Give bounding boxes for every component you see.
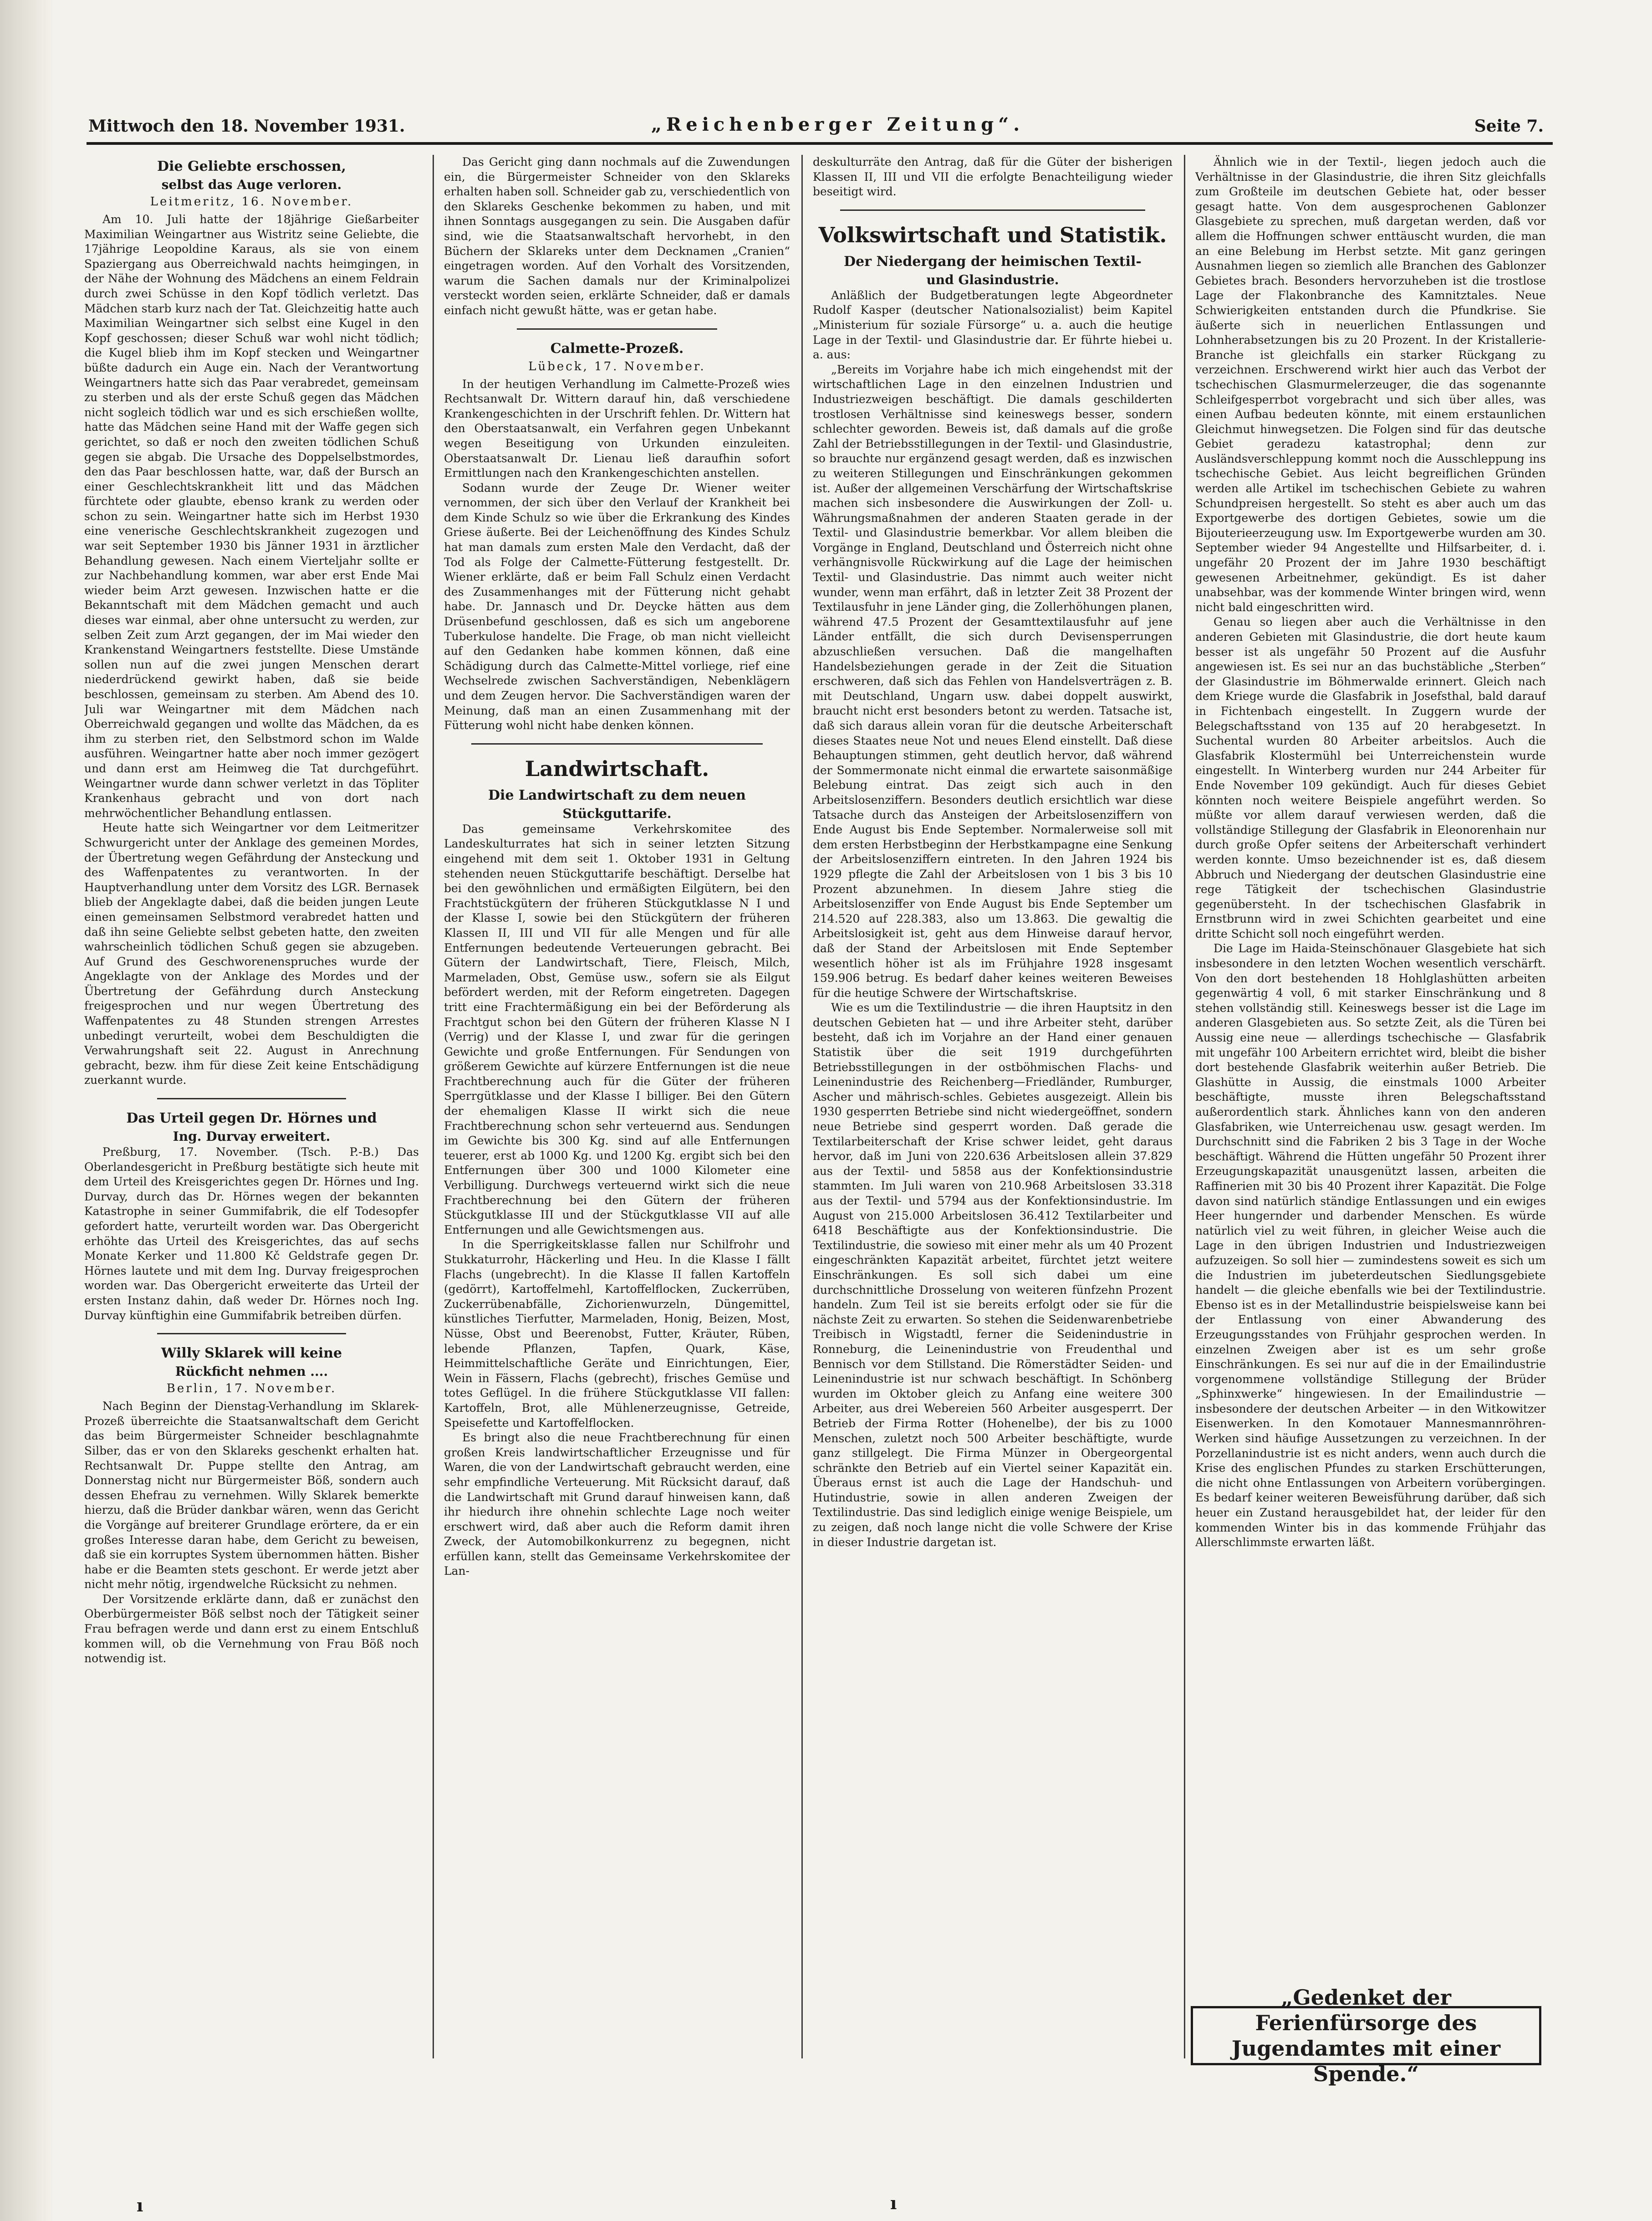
article-paragraph: Nach Beginn der Dienstag-Verhandlung im Sklarek-Prozeß überreichte die Staatsanwaltschaft dem Gericht das beim Bürgermeister Schneider beschlagnahmte Silber, das er von den Sklareks geschenkt erhalten hat. Rechtsanwalt Dr. Puppe stellte den Antrag, am Donnerstag nicht nur Bürgermeister Böß, sondern auch dessen Ehefrau zu vernehmen. Willy Sklarek bemerkte hierzu, daß die Brüder dankbar wären, wenn das Gericht die Vorgänge auf breiterer Grundlage erörtere, da er ein großes Interesse daran habe, dem Gericht zu beweisen, daß sie ein korruptes System übernommen hätten. Bisher habe er die Beamten stets geschont. Er werde jetzt aber nicht mehr nötig, irgendwelche Rücksicht zu nehmen. <box>84 1399 419 1591</box>
article-paragraph: „Bereits im Vorjahre habe ich mich eingehendst mit der wirtschaftlichen Lage in den einzelnen Industrien und Industriezweigen beschäftigt. Die damals geschilderten trostlosen Verhältnisse sind keineswegs besser, sondern schlechter geworden. Beweis ist, daß damals auf die große Zahl der Betriebsstillegungen in der Textil- und Glasindustrie, so brauchte nur ergänzend gesagt werden, daß es inzwischen zu weiteren Stillegungen und Einschränkungen gekommen ist. Außer der allgemeinen Verschärfung der Wirtschaftskrise machen sich insbesondere die Auswirkungen der Zoll- u. Währungsmaßnahmen der anderen Staaten gerade in der Textil- und Glasindustrie bemerkbar. Vor allem bleiben die Vorgänge in England, Deutschland und Österreich nicht ohne verhängnisvolle Rückwirkung auf die Lage der heimischen Textil- und Glasindustrie. Das nimmt auch weiter nicht wunder, wenn man erfährt, daß in letzter Zeit 38 Prozent der Textilausfuhr in jene Länder ging, die Zollerhöhungen planen, während 47.5 Prozent der Gesamttextilausfuhr auf jene Länder entfällt, die sich durch Devisensperrungen abzuschließen versuchen. Daß die mangelhaften Handelsbeziehungen gerade in der Zeit die Situation erschweren, daß sich das Fehlen von Handelsverträgen z. B. mit Deutschland, Ungarn usw. dabei doppelt auswirkt, braucht nicht erst besonders betont zu werden. Tatsache ist, daß sich daraus allein voran für die deutsche Arbeiterschaft dieses Staates neue Not und neues Elend einstellt. Daß diese Behauptungen stimmen, geht deutlich hervor, daß während der Sommermonate nicht einmal die erwartete saisonmäßige Belebung eintrat. Das zeigt sich auch in den Arbeitslosenziffern. Besonders deutlich ersichtlich war diese Tatsache durch das Ansteigen der Arbeitslosenziffern von Ende August bis Ende September. Normalerweise soll mit dem ersten Herbstbeginn der Herbstkampagne eine Senkung der Arbeitslosenziffern eintreten. In den Jahren 1924 bis 1929 pflegte die Zahl der Arbeitslosen von 1 bis 3 bis 10 Prozent abzunehmen. In diesem Jahre stieg die Arbeitslosenziffer von Ende August bis Ende September um 214.520 auf 228.383, also um 13.863. Die gewaltig die Arbeitslosigkeit ist, geht aus dem Hinweise darauf hervor, daß der Stand der Arbeitslosen mit Ende September wesentlich höher ist als im Frühjahre 1928 insgesamt 159.906 betrug. Es bedarf daher keines weiteren Beweises für die heutige Schwere der Wirtschaftskrise. <box>813 363 1173 1000</box>
column-1 <box>84 155 419 1666</box>
article-subheadline: selbst das Auge verloren. <box>161 177 342 192</box>
newspaper-title: „Reichenberger Zeitung“. <box>651 114 1025 135</box>
scan-edge <box>0 0 55 2221</box>
printer-mark: ı <box>890 2193 897 2213</box>
column-rule <box>433 155 434 2058</box>
column-3 <box>813 155 1173 1550</box>
article-paragraph: Das Gericht ging dann nochmals auf die Zuwendungen ein, die Bürgermeister Schneider von den Sklareks erhalten haben soll. Schneider gab zu, verschiedentlich von den Sklareks Geschenke bekommen zu haben, und mit ihnen Sonntags ausgegangen zu sein. Die Ausgaben dafür sind, wie die Staatsanwaltschaft hervorhebt, in den Büchern der Sklareks unter dem Decknamen „Cranien“ eingetragen worden. Auf den Vorhalt des Vorsitzenden, warum die Sachen damals nur der Kriminalpolizei versteckt worden seien, erklärte Schneider, daß er damals einfach nicht gewußt hätte, was er getan habe. <box>444 155 790 317</box>
page-number: Seite 7. <box>1474 117 1544 136</box>
article-subheadline: Stückguttarife. <box>562 806 672 821</box>
article-paragraph: In die Sperrigkeitsklasse fallen nur Schilfrohr und Stukkaturrohr, Häckerling und Heu. In die Klasse I fällt Flachs (ungebrecht). In die Klasse II fallen Kartoffeln (gedörrt), Kartoffelmehl, Kartoffelflocken, Zuckerrüben, Zuckerrübenabfälle, Zichorienwurzeln, Düngemittel, künstliches Tierfutter, Marmeladen, Honig, Beizen, Most, Nüsse, Obst und Beerenobst, Futter, Kräuter, Rüben, lebende Pflanzen, Tapfen, Quark, Käse, Heimmittelschaftliche Geräte und Einrichtungen, Eier, Wein in Fässern, Flachs (gebrecht), frisches Gemüse und totes Geflügel. In die frühere Stückgutklasse VII fallen: Kartoffeln, Brot, alle Mühlenerzeugnisse, Getreide, Speisefette und Kartoffelflocken. <box>444 1238 790 1430</box>
issue-date: Mittwoch den 18. November 1931. <box>88 117 405 136</box>
article-paragraph: Der Vorsitzende erklärte dann, daß er zunächst den Oberbürgermeister Böß selbst noch der Tätigkeit seiner Frau befragen werde und dann erst zu einem Entschluß kommen will, ob die Vernehmung von Frau Böß noch notwendig ist. <box>84 1592 419 1665</box>
article-subheadline: Rückficht nehmen .... <box>175 1364 328 1379</box>
article-dateline: Lübeck, 17. November. <box>528 359 706 373</box>
column-2 <box>444 155 790 1579</box>
article-headline: Die Geliebte erschossen, <box>157 158 346 174</box>
article-paragraph: Genau so liegen aber auch die Verhältnisse in den anderen Gebieten mit Glasindustrie, die dort heute kaum besser ist als ungefähr 50 Prozent auf die Ausfuhr angewiesen ist. Es sei nur an das buchstäbliche „Sterben“ der Glasindustrie im Böhmerwalde erinnert. Gleich nach dem Kriege wurde die Glasfabrik in Josefsthal, bald darauf in Fichtenbach eingestellt. In Zuggern wurde der Belegschaftsstand von 135 auf 20 herabgesetzt. In Suchental wurden 80 Arbeiter arbeitslos. Auch die Glasfabrik Klostermühl bei Unterreichenstein wurde eingestellt. In Winterberg wurden nur 244 Arbeiter für Ende November 109 gekündigt. Auch für dieses Gebiet könnten noch weitere Beispiele angeführt werden. So müßte vor allem darauf verwiesen werden, daß die vollständige Stillegung der Glasfabrik in Eleonorenhain nur durch große Opfer seitens der Arbeiterschaft verhindert werden konnte. Umso bezeichnender ist es, daß diesem Abbruch und Niedergang der deutschen Glasindustrie eine rege Tätigkeit der tschechischen Glasindustrie gegenübersteht. In der tschechischen Glasfabrik in Ernstbrunn wird in zwei Schichten gearbeitet und eine dritte Schicht soll noch eingeführt werden. <box>1195 615 1546 940</box>
article-headline: Der Niedergang der heimischen Textil- <box>844 253 1142 270</box>
article-paragraph: Wie es um die Textilindustrie — die ihren Hauptsitz in den deutschen Gebieten hat — und ihre Arbeiter steht, darüber besteht, daß ich im Vorjahre an der Hand einer genauen Statistik über die seit 1919 durchgeführten Betriebsstillegungen in der ostböhmischen Flachs- und Leinenindustrie des Reichenberg—Friedländer, Rumburger, Ascher und mährisch-schles. Gebietes ausgezeigt. Allein bis 1930 gesperrten Betriebe sind nicht wiedergeöffnet, sondern neue Betriebe sind gesperrt worden. Daß gerade die Textilarbeiterschaft der Krise schwer leidet, geht daraus hervor, daß im Juni von 220.636 Arbeitslosen allein 37.829 aus der Textil- und 5858 aus der Konfektionsindustrie stammten. Im Juli waren von 210.968 Arbeitslosen 33.318 aus der Textil- und 5794 aus der Konfektionsindustrie. Im August von 215.000 Arbeitslosen 36.412 Textilarbeiter und 6418 Beschäftigte aus der Konfektionsindustrie. Die Textilindustrie, die sowieso mit einer mehr als um 40 Prozent eingeschränkten Kapazität arbeitet, fürchtet jetzt weitere Einschränkungen. Es soll sich dabei um eine durchschnittliche Drosselung von weiteren fünfzehn Prozent handeln. Zum Teil ist sie bereits erfolgt oder sie für die nächste Zeit zu erwarten. So stehen die Seidenwarenbetriebe Treibisch in Wigstadtl, ferner die Seidenindustrie in Ronneburg, die Leinenindustrie von Freudenthal und Bennisch vor dem Stillstand. Die Römerstädter Seiden- und Leinenindustrie ist nur schwach beschäftigt. In Schönberg wurden im Oktober gleich zu Anfang eine weitere 300 Arbeiter, aus drei Webereien 560 Arbeiter ausgesperrt. Der Betrieb der Firma Rotter (Hohenelbe), der bis zu 1000 Menschen, zuletzt noch 500 Arbeiter beschäftigte, wurde ganz stillgelegt. Die Firma Münzer in Obergeorgental schränkte den Betrieb auf ein Viertel seiner Kapazität ein. Überaus ernst ist auch die Lage der Handschuh- und Hutindustrie, sowie in allen anderen Zweigen der Textilindustrie. Das sind lediglich einige wenige Beispiele, um zu zeigen, daß noch lange nicht die volle Schwere der Krise in dieser Industrie dargetan ist. <box>813 1001 1173 1549</box>
masthead <box>82 114 1553 141</box>
article-paragraph: Es bringt also die neue Frachtberechnung für einen großen Kreis landwirtschaftlicher Erzeugnisse und für Waren, die von der Landwirtschaft gebraucht werden, eine sehr empfindliche Verteuerung. Mit Rücksicht darauf, daß die Landwirtschaft mit Grund darauf hinweisen kann, daß ihr hiedurch ihre ohnehin schlechte Lage noch weiter erschwert wird, daß aber auch die Reform damit ihren Zweck, der Automobilkonkurrenz zu begegnen, nicht erfüllen kann, stellt das Gemeinsame Verkehrskomitee der Lan- <box>444 1431 790 1578</box>
article-paragraph: Heute hatte sich Weingartner vor dem Leitmeritzer Schwurgericht unter der Anklage des gemeinen Mordes, der Übertretung wegen Gefährdung der Ansteckung und des Waffenpatentes zu verantworten. In der Hauptverhandlung unter dem Vorsitz des LGR. Bernasek blieb der Angeklagte dabei, daß die beiden jungen Leute einen gemeinsamen Selbstmord verabredet hatten und daß ihn seine Geliebte selbst gebeten hatte, den zweiten wahrscheinlich tödlichen Schuß gegen sie abzugeben. Auf Grund des Geschworenenspruches wurde der Angeklagte von der Anklage des Mordes und der Übertretung der Gefährdung durch Ansteckung freigesprochen und nur wegen Übertretung des Waffenpatentes zu 48 Stunden strengen Arrestes unbedingt verurteilt, wobei dem Beschuldigten die Verwahrungshaft seit 22. August in Anrechnung gebracht, bezw. ihm für diese Zeit keine Entschädigung zuerkannt wurde. <box>84 821 419 1087</box>
masthead-rule <box>87 142 1553 145</box>
column-rule <box>1184 155 1185 2058</box>
article-divider <box>157 1098 346 1099</box>
article-dateline: Leitmeritz, 16. November. <box>150 195 353 209</box>
donation-appeal-box <box>1191 1985 1541 2086</box>
article-paragraph: Das gemeinsame Verkehrskomitee des Landeskulturrates hat sich in seiner letzten Sitzung eingehend mit dem seit 1. Oktober 1931 in Geltung stehenden neuen Stückguttarife beschäftigt. Derselbe hat bei den gewöhnlichen und ermäßigten Eilgütern, bei den Frachtstückgütern der früheren Stückgutklasse N I und der Klasse I, sowie bei den Stückgütern der früheren Klassen II, III und VII für alle Mengen und für alle Entfernungen bedeutende Verteuerungen gebracht. Bei Gütern der Landwirtschaft, Tiere, Fleisch, Milch, Marmeladen, Obst, Gemüse usw., sofern sie als Eilgut befördert werden, mit der Reform eingetreten. Dagegen tritt eine Frachtermäßigung ein bei der Beförderung als Frachtgut schon bei den Gütern der früheren Klasse N I (Verrig) und der Klasse I, und zwar für die geringen Gewichte und große Entfernungen. Für Sendungen von größerem Gewichte auf kürzere Entfernungen ist die neue Frachtberechnung auch für die Güter der früheren Sperrgütklasse und der Klasse I billiger. Bei den Gütern der ehemaligen Klasse II wirkt sich die neue Frachtberechnung schon sehr verteuernd aus. Sendungen im Gewichte bis 300 Kg. sind auf alle Entfernungen teuerer, erst ab 1000 Kg. und 1200 Kg. ergibt sich bei den Entfernungen über 300 und 1000 Kilometer eine Verbilligung. Durchwegs verteuernd wirkt sich die neue Frachtberechnung bei den Gütern der früheren Stückgutklasse III und der Stückgutklasse VII auf alle Entfernungen und alle Gewichtsmengen aus. <box>444 822 790 1236</box>
article-paragraph: Sodann wurde der Zeuge Dr. Wiener weiter vernommen, der sich über den Verlauf der Krankheit bei dem Kinde Schulz so wie über die Erkrankung des Kindes Griese äußerte. Bei der Leichenöffnung des Kindes Schulz hat man damals zum ersten Male den Verdacht, daß der Tod als Folge der Calmette-Fütterung festgestellt. Dr. Wiener erklärte, daß er beim Fall Schulz einen Verdacht des Zusammenhanges mit der Fütterung nicht gehabt habe. Dr. Jannasch und Dr. Deycke hätten aus dem Drüsenbefund geschlossen, daß es sich um angeborene Tuberkulose handelte. Die Frage, ob man nicht vielleicht auf den Gedanken habe kommen können, daß eine Schädigung durch das Calmette-Mittel vorliege, rief eine Wechselrede zwischen Sachverständigen, Nebenklägern und dem Zeugen hervor. Die Sachverständigen waren der Meinung, daß man an einen Zusammenhang mit der Fütterung wohl nicht habe denken können. <box>444 481 790 732</box>
article-paragraph: Anläßlich der Budgetberatungen legte Abgeordneter Rudolf Kasper (deutscher Nationalsozialist) beim Kapitel „Ministerium für soziale Fürsorge“ u. a. auch die heutige Lage in der Textil- und Glasindustrie dar. Er führte hiebei u. a. aus: <box>813 288 1173 362</box>
article-headline: Das Urteil gegen Dr. Hörnes und <box>126 1110 377 1127</box>
printer-mark: ı <box>137 2195 143 2216</box>
article-subheadline: und Glasindustrie. <box>926 272 1059 287</box>
appeal-line: Jugendamtes mit einer Spende.“ <box>1231 2036 1501 2086</box>
section-title: Landwirtschaft. <box>525 756 709 781</box>
article-paragraph: deskulturräte den Antrag, daß für die Güter der bisherigen Klassen II, III und VII die erfolgte Benachteiligung wieder beseitigt wird. <box>813 155 1173 199</box>
article-paragraph: Preßburg, 17. November. (Tsch. P.-B.) Das Oberlandesgericht in Preßburg bestätigte sich heute mit dem Urteil des Kreisgerichtes gegen Dr. Hörnes und Ing. Durvay, durch das Dr. Hörnes wegen der bekannten Katastrophe in seiner Gummifabrik, die elf Todesopfer gefordert hatte, verurteilt worden war. Das Obergericht erhöhte das Urteil des Kreisgerichtes, das auf sechs Monate Kerker und 11.800 Kč Geldstrafe gegen Dr. Hörnes lautete und mit dem Ing. Durvay freigesprochen worden war. Das Obergericht erweiterte das Urteil der ersten Instanz dahin, daß weder Dr. Hörnes noch Ing. Durvay künftighin eine Gummifabrik betreiben dürfen. <box>84 1145 419 1322</box>
section-divider <box>840 209 1145 211</box>
article-divider <box>157 1333 346 1334</box>
column-rule <box>801 155 803 2058</box>
article-subheadline: Ing. Durvay erweitert. <box>173 1129 331 1144</box>
column-4 <box>1195 155 1546 1990</box>
article-headline: Calmette-Prozeß. <box>550 340 684 357</box>
article-paragraph: In der heutigen Verhandlung im Calmette-Prozeß wies Rechtsanwalt Dr. Wittern darauf hin, daß verschiedene Krankengeschichten in der Urschrift fehlen. Dr. Wittern hat den Oberstaatsanwalt, ein Verfahren gegen Unbekannt wegen Beseitigung von Urkunden einzuleiten. Oberstaatsanwalt Dr. Lienau ließ daraufhin sofort Ermittlungen nach den Krankengeschichten anstellen. <box>444 377 790 480</box>
article-headline: Willy Sklarek will keine <box>161 1345 342 1362</box>
article-paragraph: Die Lage im Haida-Steinschönauer Glasgebiete hat sich insbesondere in den letzten Wochen wesentlich verschärft. Von den dort bestehenden 18 Hohlglashütten arbeiten gegenwärtig 4 voll, 6 mit starker Einschränkung und 8 stehen vollständig still. Keineswegs besser ist die Lage im anderen Glasgebieten aus. So setzte Zeit, als die Türen bei Aussig eine neue — allerdings tschechische — Glasfabrik mit ungefähr 100 Arbeitern errichtet wird, bleibt die bisher dort bestehende Glasfabrik weiterhin außer Betrieb. Die Glashütte in Aussig, die einstmals 1000 Arbeiter beschäftigte, musste ihren Belegschaftsstand außerordentlich stark. Ähnliches kann von den anderen Glasfabriken, wie Unterreichenau usw. gesagt werden. Im Durchschnitt sind die Fabriken 2 bis 3 Tage in der Woche beschäftigt. Während die Hütten ungefähr 50 Prozent ihrer Erzeugungskapazität unausgenützt lassen, arbeiten die Raffinerien mit 30 bis 40 Prozent ihrer Kapazität. Die Folge davon sind natürlich ständige Entlassungen und ein ewiges Heer hungernder und darbender Menschen. Es würde natürlich viel zu weit führen, in gleicher Weise auch die Lage in den übrigen Industrien und Industriezweigen aufzuzeigen. So soll hier — zumindestens soweit es sich um die Industrien im jubeterdeutschen Siedlungsgebiete handelt — die gleiche ebenfalls wie bei der Textilindustrie. Ebenso ist es in der Metallindustrie beispielsweise kann bei der Entlassung von einer Abwanderung des Erzeugungsstandes von Frühjahr gesprochen werden. In einzelnen Zweigen aber ist es um sehr große Einschränkungen. Es sei nur auf die in der Emailindustrie vorgenommene vollständige Stillegung der Brüder „Sphinxwerke“ hingewiesen. In der Emailindustrie — insbesondere der deutschen Arbeiter — in den Witkowitzer Eisenwerken. In den Komotauer Mannesmannröhren-Werken sind häufige Aussetzungen zu verzeichnen. In der Porzellanindustrie ist es nicht anders, wenn auch durch die Krise des englischen Pfundes zu starken Erschütterungen, die nicht ohne Entlassungen von Arbeitern vorübergingen. Es bedarf keiner weiteren Beweisführung darüber, daß sich heuer ein Zustand herausgebildet hat, der leider für den kommenden Winter bis in das kommende Frühjahr das Allerschlimmste erwarten läßt. <box>1195 942 1546 1549</box>
appeal-line: „Gedenket der Ferienfürsorge des <box>1255 1985 1477 2035</box>
article-headline: Die Landwirtschaft zu dem neuen <box>488 787 746 803</box>
article-paragraph: Ähnlich wie in der Textil-, liegen jedoch auch die Verhältnisse in der Glasindustrie, die ihren Sitz gleichfalls zum Großteile im deutschen Gebiete hat, oder besser gesagt hatte. Von dem ausgesprochenen Gablonzer Glasgebiete zu sprechen, muß dargetan werden, daß vor allem die Hoffnungen schwer enttäuscht wurden, die man an eine Belebung im Herbst setzte. Mit ganz geringen Ausnahmen liegen so ziemlich alle Branchen des Gablonzer Gebietes brach. Besonders hervorzuheben ist die trostlose Lage der Flakonbranche des Kamnitztales. Neue Schwierigkeiten entstanden durch die Pfundkrise. Sie äußerte sich in neuerlichen Entlassungen und Lohnherabsetzungen bis zu 20 Prozent. In der Kristallerie-Branche ist gleichfalls ein starker Rückgang zu verzeichnen. Erschwerend wirkt hier auch das Verbot der tschechischen Glasmurmelerzeuger, die das sogenannte Schleifgesperrbot vorgebracht und sich über alles, was einen Aufbau bedeuten könnte, mit einem erstaunlichen Gleichmut hinwegsetzen. Die Folgen sind für das deutsche Gebiet geradezu katastrophal; denn zur Ausländsverschleppung kommt noch die Ausschleppung ins tschechische Gebiet. Aus leicht begreiflichen Gründen werden alle Artikel im tschechischen Gebiete zu wahren Schundpreisen hergestellt. So steht es aber auch um das Exportgewerbe des dortigen Gebietes, sowie um die Bijouterieerzeugung usw. Im Exportgewerbe wurden am 30. September wieder 94 Angestellte und Hilfsarbeiter, d. i. ungefähr 20 Prozent der im Jahre 1930 beschäftigt gewesenen Arbeitnehmer, gekündigt. Es ist daher unabsehbar, was der kommende Winter bringen wird, wenn nicht bald eingeschritten wird. <box>1195 155 1546 614</box>
article-dateline: Berlin, 17. November. <box>166 1382 337 1396</box>
section-divider <box>471 743 763 745</box>
section-title: Volkswirtschaft und Statistik. <box>818 222 1167 247</box>
article-divider <box>517 328 717 330</box>
article-paragraph: Am 10. Juli hatte der 18jährige Gießarbeiter Maximilian Weingartner aus Wistritz seine Geliebte, die 17jährige Leopoldine Karaus, als sie von einem Spaziergang aus Oberreichwald nachts heimgingen, in der Nähe der Wohnung des Mädchens an einem Feldrain durch zwei Schüsse in den Kopf tödlich verletzt. Das Mädchen starb kurz nach der Tat. Gleichzeitig hatte auch Maximilian Weingartner sich selbst eine Kugel in den Kopf geschossen; dieser Schuß war wohl nicht tödlich; die Kugel blieb ihm im Kopf stecken und Weingartner büßte dadurch ein Auge ein. Nach der Verantwortung Weingartners hatte sich das Paar verabredet, gemeinsam zu sterben und als der erste Schuß gegen das Mädchen nicht sogleich tödlich war und es sich erschießen wollte, hatte das Mädchen seine Hand mit der Waffe gegen sich gerichtet, so daß er noch den zweiten tödlichen Schuß gegen sie abgab. Die Ursache des Doppelselbstmordes, den das Paar beschlossen hatte, war, daß der Bursch an einer Geschlechtskrankheit litt und das Mädchen fürchtete oder glaubte, ebenso krank zu werden oder schon zu sein. Weingartner hatte sich im Herbst 1930 eine venerische Geschlechtskrankheit zugezogen und war seit September 1930 bis Jänner 1931 in ärztlicher Behandlung gewesen. Nach einem Vierteljahr sollte er zur Nachbehandlung kommen, war aber erst Ende Mai wieder beim Arzt gewesen. Inzwischen hatte er die Bekanntschaft mit dem Mädchen gemacht und auch dieses war einmal, aber ohne untersucht zu werden, zur selben Zeit zum Arzt gegangen, der im Mai wieder den Krankenstand Weingartners feststellte. Diese Umstände sollen nun auf die zwei jungen Menschen derart niederdrückend gewirkt haben, daß sie beide beschlossen, gemeinsam zu sterben. Am Abend des 10. Juli war Weingartner mit dem Mädchen nach Oberreichwald gegangen und wollte das Mädchen, da es ihm zu sterben riet, den Selbstmord schon im Walde ausführen. Weingartner hatte aber noch immer gezögert und dann erst am Heimweg die Tat durchgeführt. Weingartner wurde dann schwer verletzt in das Töpliter Krankenhaus gebracht und von dort nach mehrwöchentlicher Behandlung entlassen. <box>84 213 419 820</box>
